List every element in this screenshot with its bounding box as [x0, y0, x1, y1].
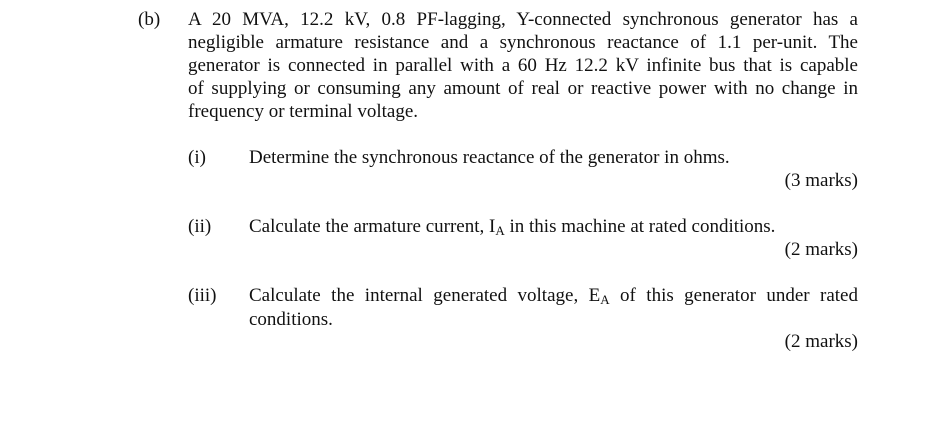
- intro-line: generator is connected in parallel with a 60 Hz 12.2 kV infinite bus that is capable: [188, 55, 858, 76]
- subpart-text-before: Calculate the internal generated voltage, E: [249, 285, 601, 306]
- subpart-label: (ii): [188, 216, 212, 237]
- marks-label: (2 marks): [784, 239, 858, 260]
- subpart-text-after: of this generator under rated: [609, 285, 858, 306]
- subpart-text: Determine the synchronous reactance of the generator in ohms.: [249, 147, 730, 168]
- part-label: (b): [138, 9, 161, 30]
- subscript: A: [600, 292, 610, 307]
- question-intro: [188, 8, 858, 123]
- subpart-text-line: conditions.: [249, 309, 333, 330]
- intro-line: negligible armature resistance and a synchronous reactance of 1.1 per-unit. The: [188, 32, 858, 53]
- subpart-text-line: [249, 284, 858, 308]
- subpart-text-before: Calculate the armature current, I: [249, 216, 496, 237]
- subscript: A: [495, 223, 505, 238]
- subpart-label: (iii): [188, 285, 217, 306]
- subpart-text: [249, 215, 858, 239]
- intro-line: of supplying or consuming any amount of real or reactive power with no change in: [188, 78, 858, 99]
- intro-line: frequency or terminal voltage.: [188, 101, 419, 122]
- subpart-label: (i): [188, 147, 206, 168]
- subpart-text-after: in this machine at rated conditions.: [504, 216, 776, 237]
- marks-label: (3 marks): [784, 170, 858, 191]
- intro-line: A 20 MVA, 12.2 kV, 0.8 PF-lagging, Y-connected synchronous generator has a: [188, 9, 858, 30]
- subpart-text: [249, 284, 858, 331]
- marks-label: (2 marks): [784, 331, 858, 352]
